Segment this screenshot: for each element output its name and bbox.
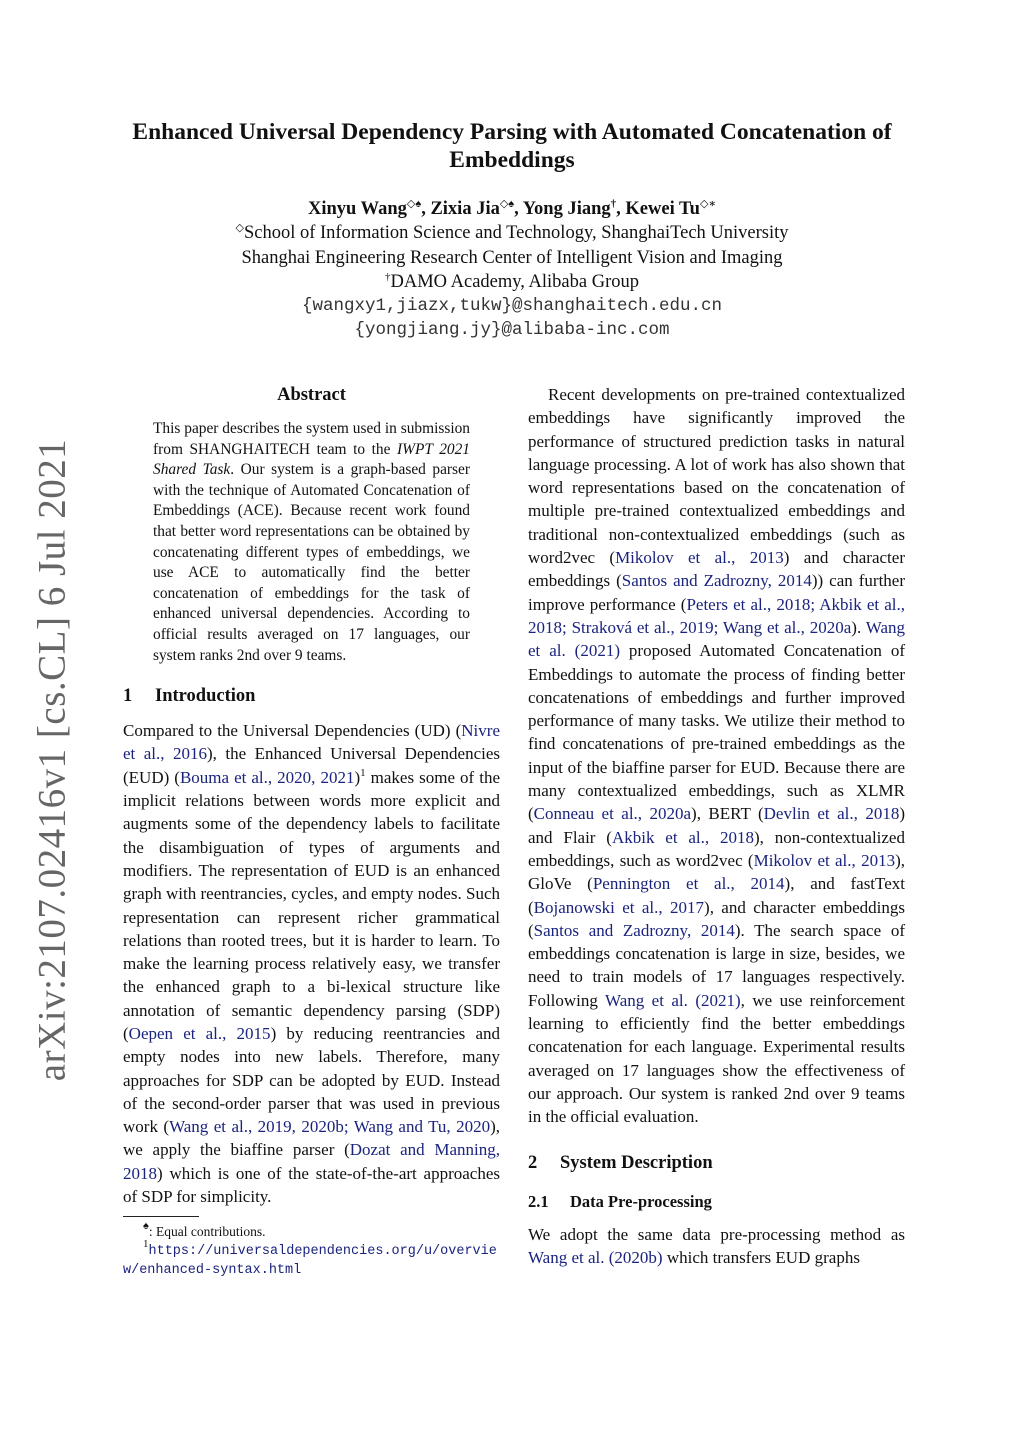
section-2-heading (528, 1151, 905, 1175)
citation-link[interactable]: Santos and Zadrozny, 2014 (621, 571, 812, 591)
affiliation-2: Shanghai Engineering Research Center of Intelligent Vision and Imaging (241, 247, 783, 268)
body-text-run: ), and fastText ( (528, 874, 905, 917)
motivation-paragraph (528, 383, 905, 1129)
body-text-run: ), BERT ( (691, 804, 764, 824)
body-text-run: ), GloVe ( (528, 850, 905, 894)
section-1-title: Introduction (155, 686, 256, 707)
left-column (123, 383, 500, 1280)
body-text-run: Compared to the Universal Dependencies (UD) ( (123, 721, 462, 741)
affiliation-1 (112, 221, 912, 245)
author-block (112, 197, 912, 343)
paper-title: Enhanced Universal Dependency Parsing with Automated Concatenation of Embeddings (132, 119, 892, 173)
author-3: Yong Jiang (522, 199, 611, 219)
citation-link[interactable]: Conneau et al., 2020a (533, 804, 692, 824)
author-1-marks: ◇♠ (406, 198, 422, 210)
body-text-run: makes some of the implicit relations between words more explicit and augments some of the dependency labels to facilitate the disambiguation of types of arguments and modifiers. The representation of EUD is an enhanced graph with reentrancies, cycles, and empty nodes. Such representation can represent richer grammatical relations than rooted trees, but it is harder to learn. To make the learning process relatively easy, we transfer the enhanced graph to a bi-lexical structure like annotation of semantic dependency parsing (SDP) ( (123, 767, 500, 1043)
citation-link[interactable]: Dozat and Manning, 2018 (123, 1140, 500, 1183)
footnote-reference[interactable]: 1 (360, 766, 366, 779)
citation-link[interactable]: Wang et al. (2021) (605, 990, 741, 1010)
subsection-2-1-number: 2.1 (528, 1191, 549, 1211)
body-text-run: ) which is one of the state-of-the-art approaches of SDP for simplicity. (123, 1163, 500, 1207)
footnote-url-link[interactable]: https://universaldependencies.org/u/overview/enhanced-syntax.html (123, 1243, 497, 1279)
email-2: {yongjiang.jy}@alibaba-inc.com (354, 320, 670, 341)
footnote-equal-contribution-text: : Equal contributions. (148, 1224, 266, 1240)
body-text-run: ) (354, 767, 361, 787)
author-2: Zixia Jia (430, 199, 500, 219)
author-2-marks: ◇♠ (499, 198, 515, 210)
citation-link[interactable]: Peters et al., 2018; Akbik et al., 2018; Straková et al., 2019; Wang et al., 2020a (528, 594, 906, 637)
section-1-number: 1 (123, 686, 133, 707)
citation-link[interactable]: Akbik et al., 2018 (611, 827, 754, 847)
body-text-run: )) can further improve performance ( (528, 571, 905, 614)
footnote-mark-spade: ♠ (143, 1220, 149, 1233)
footnote-mark-1: 1 (143, 1237, 149, 1250)
email-1: {wangxy1,jiazx,tukw}@shanghaitech.edu.cn (301, 296, 723, 317)
footnote-url (123, 1237, 500, 1280)
author-names: Xinyu Wang◇♠, Zixia Jia◇♠, Yong Jiang†, Kewei Tu◇∗ (308, 198, 716, 219)
arxiv-stamp: arXiv:2107.02416v1 [cs.CL] 6 Jul 2021 (30, 438, 74, 1082)
body-text-run: We adopt the same data pre-processing method as (528, 1224, 905, 1244)
introduction-paragraph (123, 719, 500, 1208)
abstract-text-part-2: . Our system is a graph-based parser with the technique of Automated Concatenation of Embeddings (ACE). Because recent work found that better word representations can be obtained by concatenating different types of embeddings, we use ACE to automatically find the better concatenation of embeddings for the task of enhanced universal dependencies. According to official results averaged on 17 languages, our system ranks 2nd over 9 teams. (153, 461, 470, 664)
body-text-run: Recent developments on pre-trained contextualized embeddings have significantly improved the performance of structured prediction tasks in natural language processing. A lot of work has also shown that word representations based on the concatenation of multiple pre-trained contextualized embeddings and traditional non-contextualized embeddings (such as word2vec ( (528, 385, 905, 568)
body-text-run: ) and Flair ( (528, 804, 905, 847)
citation-link[interactable]: Bojanowski et al., 2017 (533, 897, 705, 917)
citation-link[interactable]: Pennington et al., 2014 (592, 874, 785, 894)
section-2-title: System Description (560, 1152, 713, 1173)
subsection-2-1-heading (528, 1191, 905, 1213)
citation-link[interactable]: Wang et al. (2021) (528, 617, 905, 661)
affiliation-3 (112, 270, 912, 294)
abstract-text-part-1: This paper describes the system used in submission from SHANGHAITECH team to the (153, 420, 470, 458)
body-text-run: ). (851, 617, 866, 637)
right-column (528, 383, 905, 1269)
abstract-text (153, 419, 470, 666)
body-text-run: ) and character embeddings ( (528, 548, 905, 591)
citation-link[interactable]: Bouma et al., 2020, 2021 (179, 767, 355, 787)
citation-link[interactable]: Nivre et al., 2016 (123, 721, 500, 764)
citation-link[interactable]: Mikolov et al., 2013 (753, 850, 896, 870)
preprocessing-paragraph (528, 1223, 905, 1270)
abstract-heading: Abstract (277, 385, 346, 405)
citation-link[interactable]: Oepen et al., 2015 (128, 1023, 271, 1043)
body-text-run: which transfers EUD graphs (662, 1247, 860, 1267)
body-text-run: , we use reinforcement learning to efficiently find the better embeddings concatenation for each language. Experimental results averaged on 17 languages show the effectiveness of our approach. Our system is ranked 2nd over 9 teams in the official evaluation. (528, 990, 906, 1127)
author-3-marks: † (610, 198, 617, 210)
citation-link[interactable]: Mikolov et al., 2013 (615, 548, 784, 568)
body-text-run: ). The search space of embeddings concatenation is large in size, besides, we need to train models of 17 languages respectively. Following (528, 920, 905, 1010)
section-2-number: 2 (528, 1152, 538, 1173)
affiliation-1-text: School of Information Science and Technology, ShanghaiTech University (243, 223, 789, 244)
citation-link[interactable]: Wang et al. (2020b) (528, 1247, 663, 1267)
citation-link[interactable]: Santos and Zadrozny, 2014 (533, 920, 735, 940)
author-4-marks: ◇∗ (699, 198, 716, 210)
subsection-2-1-title: Data Pre-processing (570, 1191, 712, 1211)
body-text-run: ), we apply the biaffine parser ( (123, 1117, 501, 1160)
body-text-run: ), and character embeddings ( (528, 897, 905, 940)
body-text-run: ) by reducing reentrancies and empty nodes into new labels. Therefore, many approaches for SDP can be adopted by EUD. Instead of the second-order parser that was used in previous work ( (123, 1023, 500, 1137)
abstract-shared-task: IWPT 2021 Shared Task (153, 440, 470, 479)
citation-link[interactable]: Wang et al., 2019, 2020b; Wang and Tu, 2020 (169, 1117, 491, 1137)
body-text-run: proposed Automated Concatenation of Embeddings to automate the process of finding better concatenations of embeddings and further improved performance of many tasks. We utilize their method to find concatenations of pre-trained embeddings as the input of the biaffine parser for EUD. Because there are many contextualized embeddings, such as XLMR ( (528, 641, 905, 824)
affiliation-3-text: DAMO Academy, Alibaba Group (390, 271, 639, 292)
affiliation-1-mark: ◇ (235, 222, 244, 235)
body-text-run: ), non-contextualized embeddings, such as word2vec ( (528, 827, 905, 870)
author-4: Kewei Tu (625, 199, 700, 219)
footnote-rule (123, 1216, 199, 1217)
affiliation-3-mark: † (384, 270, 391, 283)
section-1-heading (123, 684, 500, 708)
footnote-equal-contribution (123, 1220, 500, 1241)
citation-link[interactable]: Devlin et al., 2018 (763, 804, 900, 824)
body-text-run: ), the Enhanced Universal Dependencies (EUD) ( (123, 744, 500, 787)
author-1: Xinyu Wang (308, 199, 407, 219)
